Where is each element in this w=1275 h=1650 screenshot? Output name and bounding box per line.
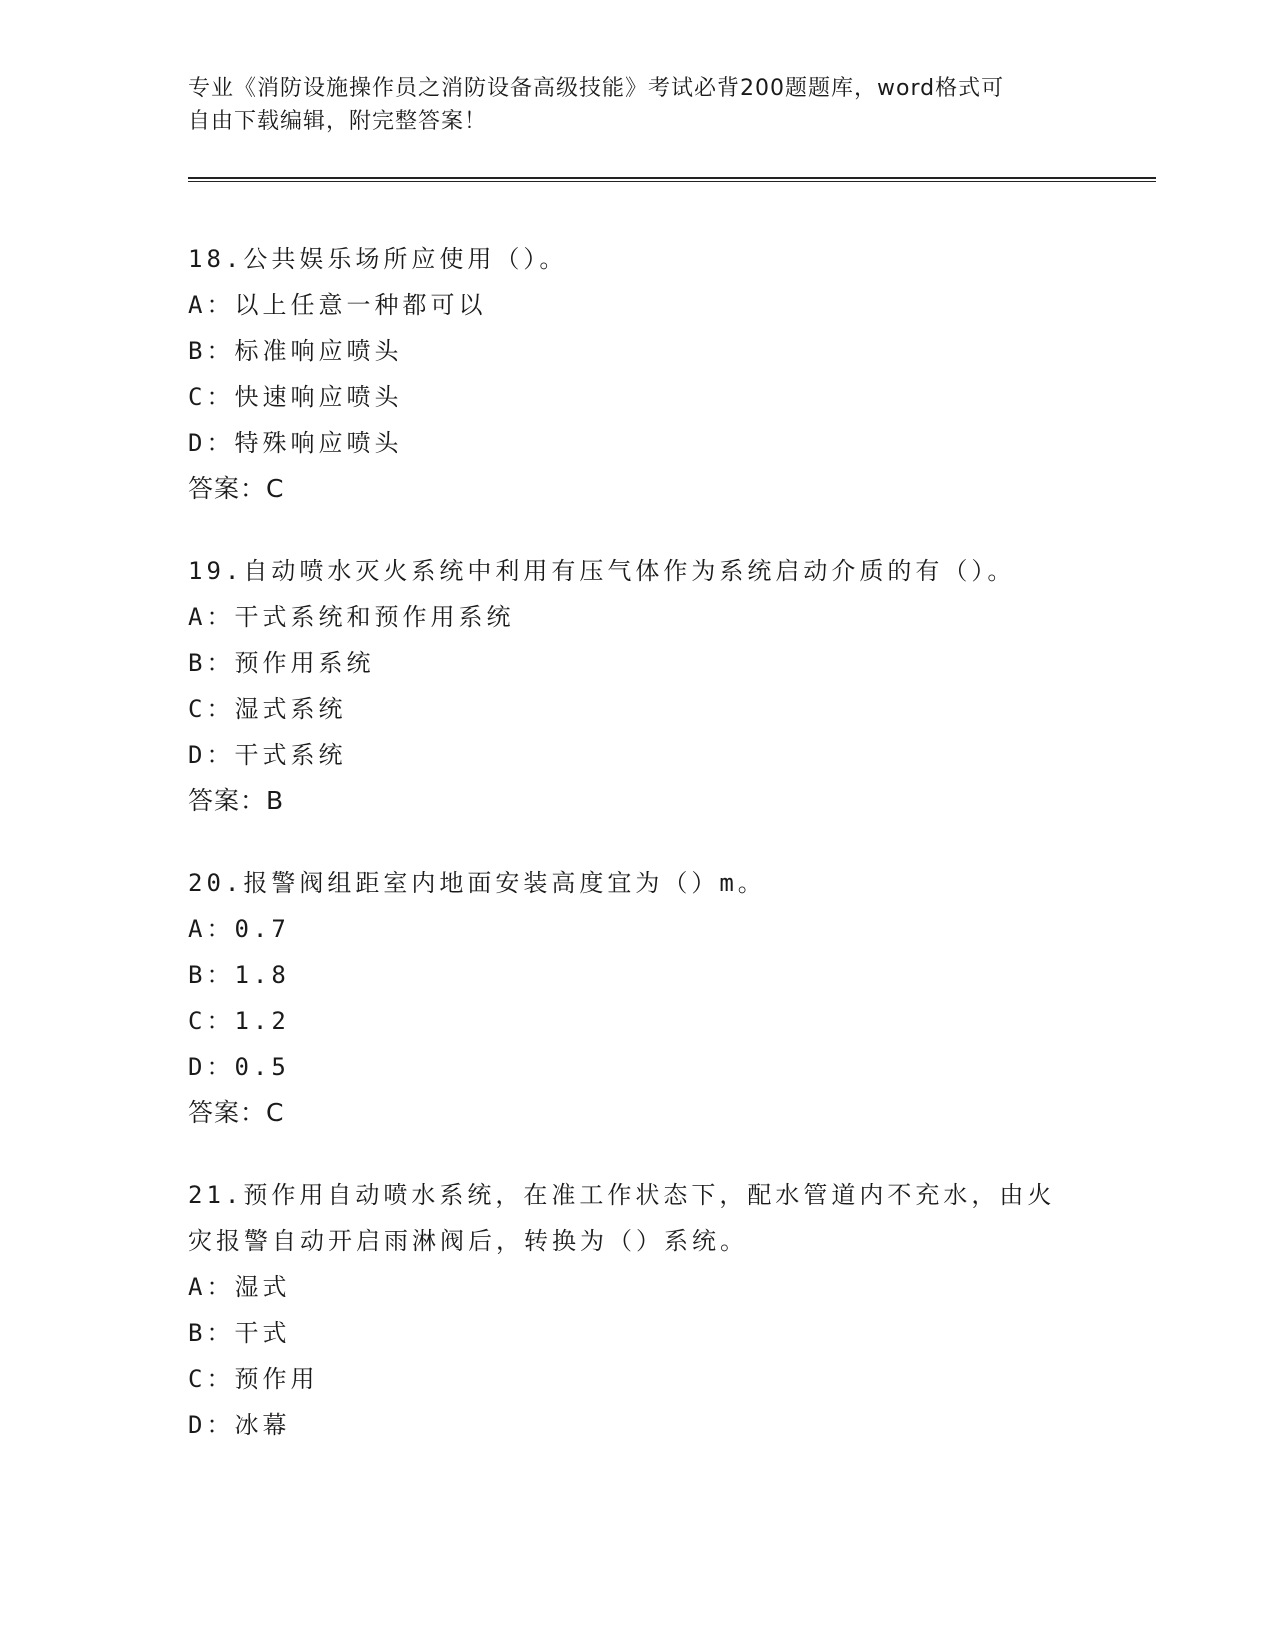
option-a: A：0.7 (188, 915, 290, 943)
option-d: D：冰幕 (188, 1411, 291, 1439)
option-b: B：1.8 (188, 961, 290, 989)
question-list (188, 236, 1088, 1484)
answer-line: 答案：C (188, 1098, 285, 1127)
option-d: D：0.5 (188, 1053, 290, 1081)
question-stem-line-1: 21.预作用自动喷水系统，在准工作状态下，配水管道内不充水，由火 (188, 1181, 1056, 1209)
question-item (188, 860, 1088, 1136)
answer-line: 答案：C (188, 474, 285, 503)
question-item (188, 1172, 1088, 1448)
answer-line: 答案：B (188, 786, 285, 815)
header-line-2: 自由下载编辑，附完整答案！ (188, 109, 488, 134)
option-a: A：湿式 (188, 1273, 291, 1301)
option-a: A：干式系统和预作用系统 (188, 603, 515, 631)
question-item (188, 548, 1088, 824)
question-stem: 20.报警阀组距室内地面安装高度宜为（）m。 (188, 869, 766, 897)
document-header (188, 72, 1088, 138)
option-a: A：以上任意一种都可以 (188, 291, 487, 319)
option-c: C：1.2 (188, 1007, 290, 1035)
question-item (188, 236, 1088, 512)
option-b: B：预作用系统 (188, 649, 375, 677)
question-stem: 19.自动喷水灭火系统中利用有压气体作为系统启动介质的有（）。 (188, 557, 1016, 585)
option-c: C：预作用 (188, 1365, 319, 1393)
option-c: C：快速响应喷头 (188, 383, 403, 411)
header-divider-bottom (188, 181, 1156, 182)
option-c: C：湿式系统 (188, 695, 347, 723)
question-stem: 18.公共娱乐场所应使用（）。 (188, 245, 568, 273)
option-d: D：干式系统 (188, 741, 347, 769)
option-d: D：特殊响应喷头 (188, 429, 403, 457)
question-stem-line-2: 灾报警自动开启雨淋阀后，转换为（）系统。 (188, 1227, 748, 1255)
header-divider-top (188, 177, 1156, 179)
option-b: B：标准响应喷头 (188, 337, 403, 365)
option-b: B：干式 (188, 1319, 291, 1347)
header-line-1: 专业《消防设施操作员之消防设备高级技能》考试必背200题题库，word格式可 (188, 76, 1005, 101)
